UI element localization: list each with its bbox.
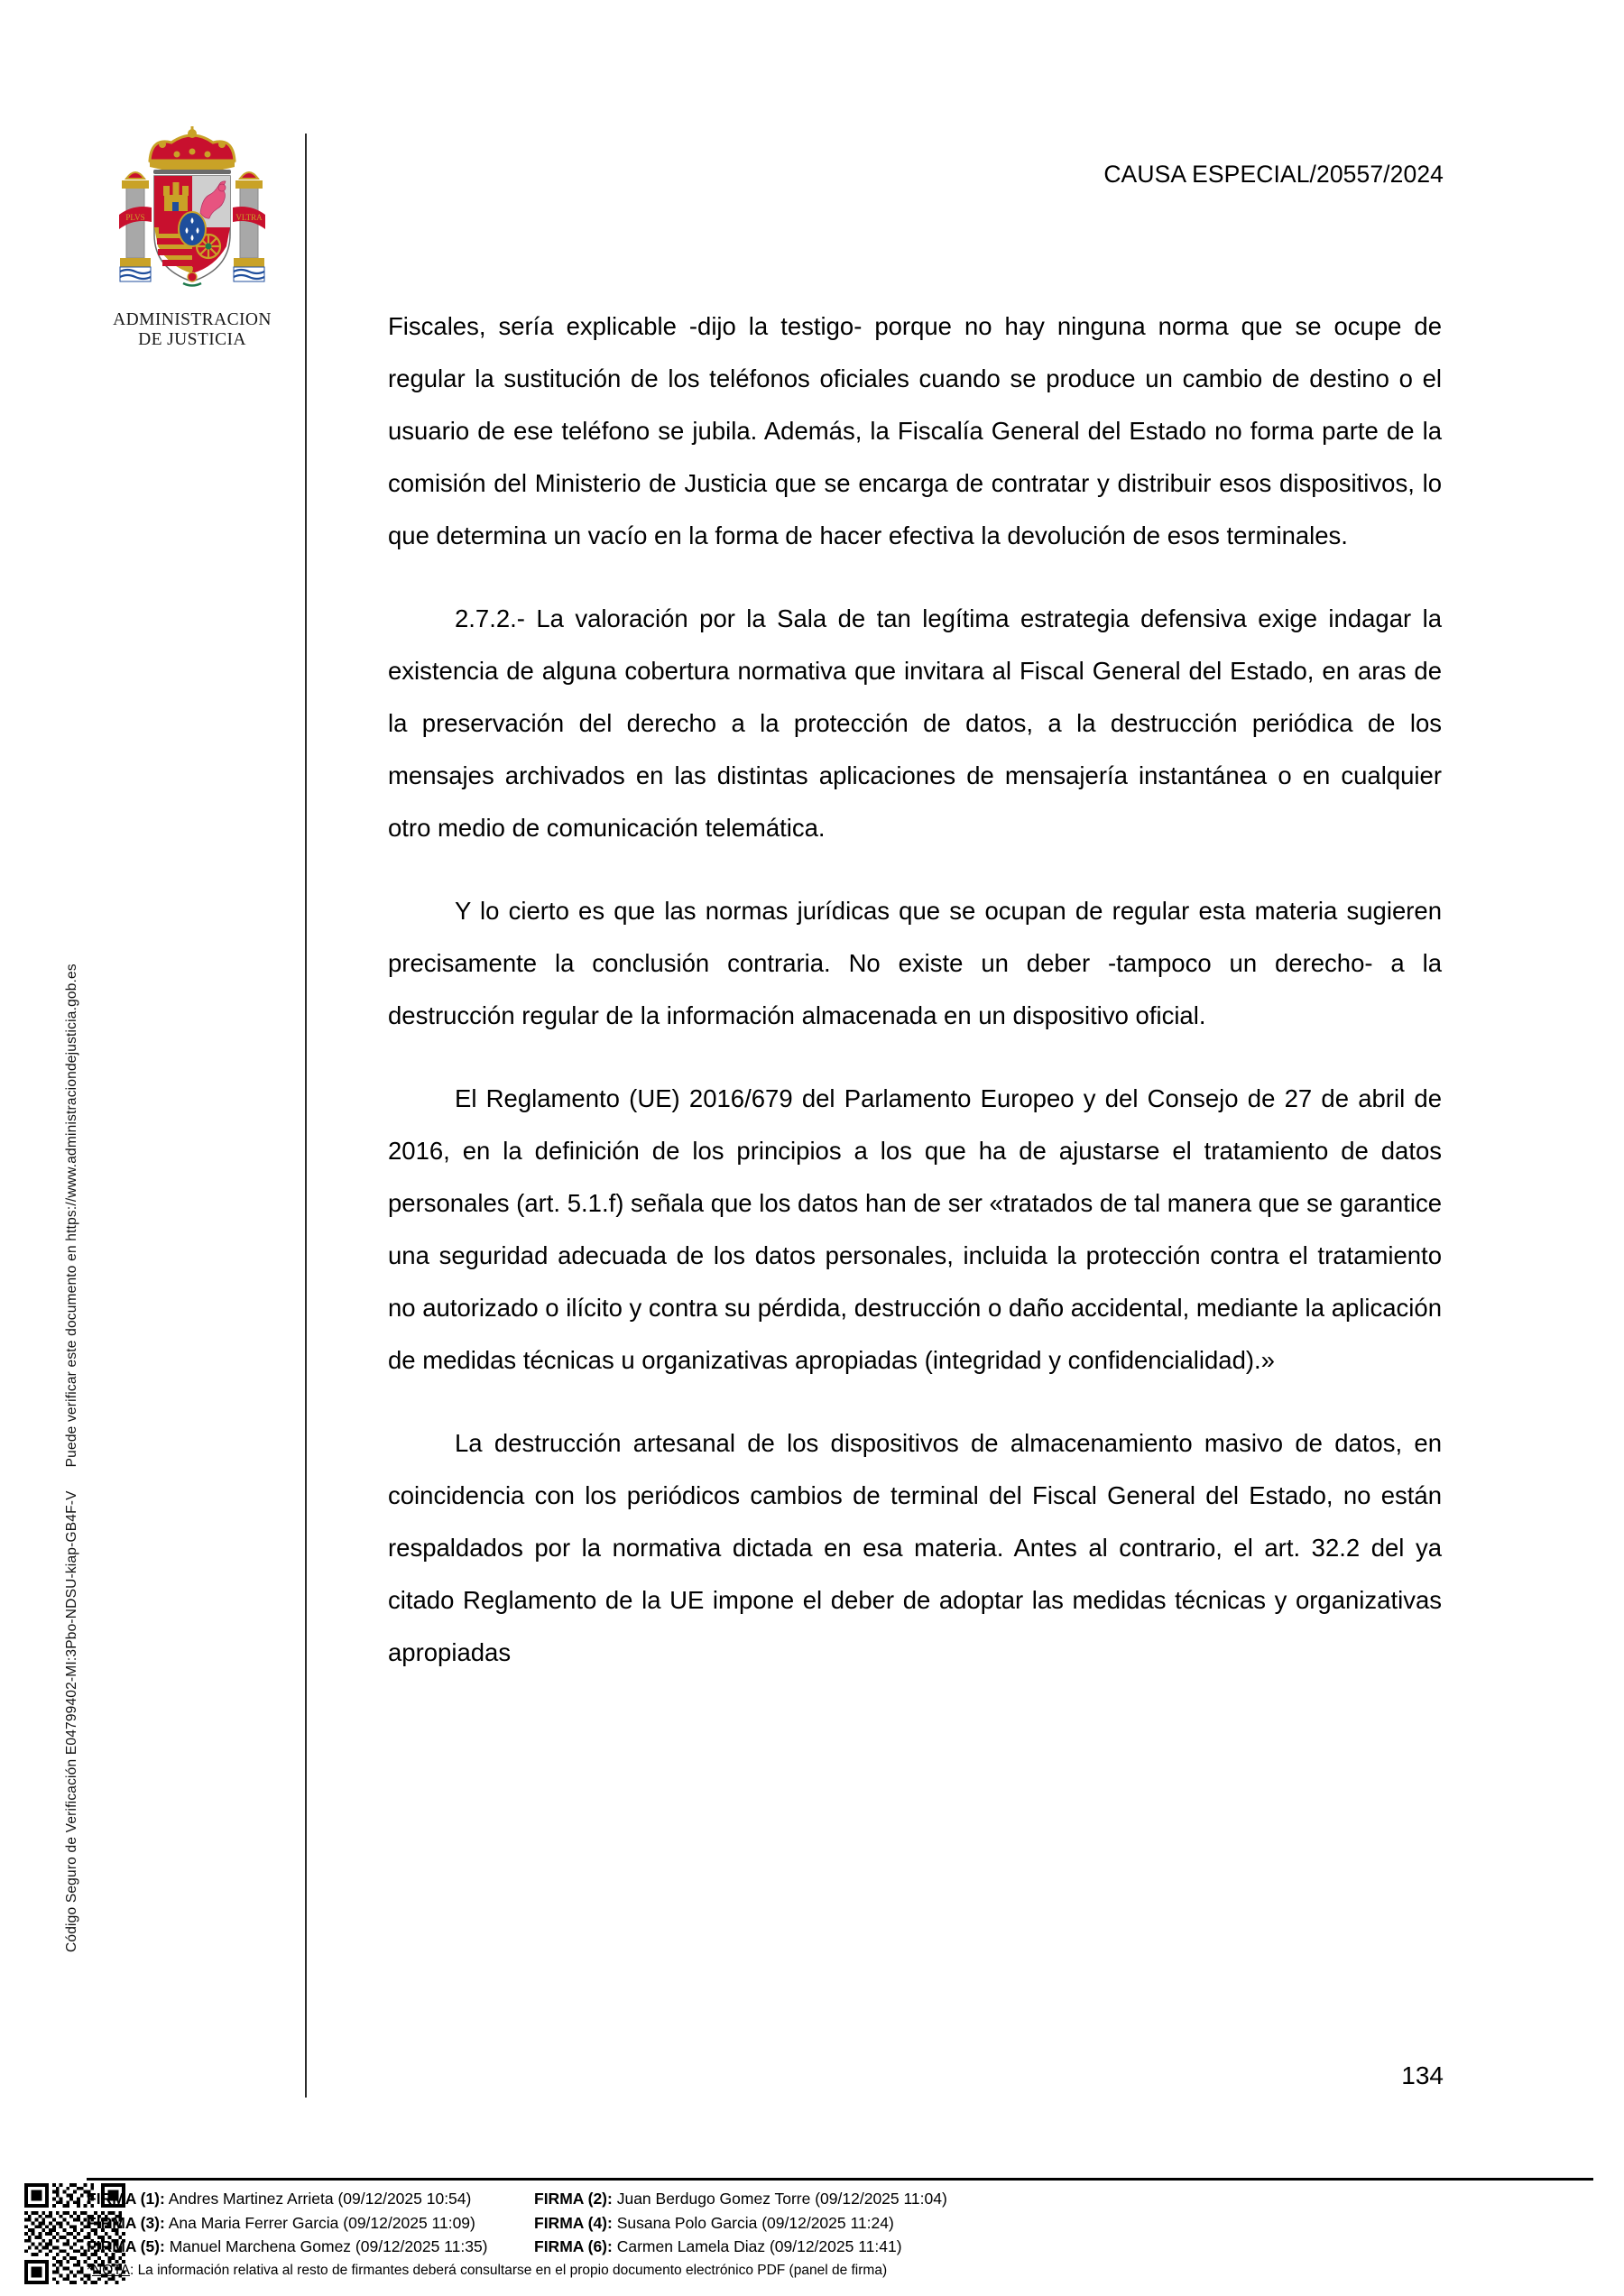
signature-row [87,2187,534,2211]
verification-sidebar-text [64,653,80,1952]
signature-label: FIRMA (3): [87,2213,165,2232]
coat-of-arms-block [97,126,287,350]
case-reference-header: CAUSA ESPECIAL/20557/2024 [1103,161,1444,188]
motto-left-text: PLVS [125,213,145,222]
document-footer [0,2178,1624,2296]
signature-row [534,2187,1593,2211]
paragraph-2: 2.7.2.- La valoración por la Sala de tan legítima estrategia defensiva exige indagar la existencia de alguna cobertura normativa que invitara al Fiscal General del Estado, en aras de la preservación del derecho a la protección de datos, a la destrucción periódica de los mensajes archivados en las distintas aplicaciones de mensajería instantánea o en cualquier otro medio de comunicación telemática. [388,604,1442,842]
footer-divider [87,2178,1593,2181]
verification-sidebar [0,0,79,2165]
paragraph-1: Fiscales, sería explicable -dijo la testigo- porque no hay ninguna norma que se ocupe de regular la sustitución de los teléfonos oficiales cuando se produce un cambio de destino o el usuario de ese teléfono se jubila. Además, la Fiscalía General del Estado no forma parte de la comisión del Ministerio de Justicia que se encarga de contratar y distribuir esos dispositivos, lo que determina un vacío en la forma de hacer efectiva la devolución de esos terminales. [388,312,1442,549]
signature-row [87,2211,534,2236]
signature-label: FIRMA (2): [534,2190,613,2208]
verification-code-label: Código Seguro de Verificación E04799402-MI:3Pbo-NDSU-kiap-GB4F-V [64,1490,79,1952]
emblem-caption [97,310,287,350]
paragraph-3: Y lo cierto es que las normas jurídicas que se ocupan de regular esta materia sugieren precisamente la conclusión contraria. No existe un deber -tampoco un derecho- a la destrucción regular de la información almacenada en un dispositivo oficial. [388,897,1442,1029]
page-number: 134 [1401,2061,1444,2089]
castle-charge [163,182,189,211]
pillar-left-part [120,172,151,281]
signature-label: FIRMA (1): [87,2190,165,2208]
signature-value: Carmen Lamela Diaz (09/12/2025 11:41) [612,2237,902,2255]
footer-note-star: * [87,2262,93,2278]
motto-right-text: VLTRA [235,213,263,222]
crown-part [149,126,235,174]
emblem-caption-line1: ADMINISTRACION [113,310,272,329]
signature-label: FIRMA (6): [534,2237,613,2255]
footer-note-text: : La información relativa al resto de firmantes deberá consultarse en el propio documento electrónico PDF (panel de firma) [129,2262,888,2278]
paragraph-5: La destrucción artesanal de los dispositivos de almacenamiento masivo de datos, en coincidencia con los periódicos cambios de terminal del Fiscal General del Estado, no están respaldados por la normativa dictada en esa materia. Antes al contrario, el art. 32.2 del ya citado Reglamento de la UE impone el deber de adoptar las medidas técnicas y organizativas apropiadas [388,1429,1442,1666]
emblem-caption-line2: DE JUSTICIA [138,329,246,349]
signature-row [534,2211,1593,2236]
signature-value: Ana Maria Ferrer Garcia (09/12/2025 11:09) [164,2213,475,2232]
signature-block [87,2187,1593,2281]
shield-part [154,176,230,286]
signature-value: Juan Berdugo Gomez Torre (09/12/2025 11:04) [612,2190,947,2208]
signature-row [534,2235,1593,2259]
signature-value: Andres Martinez Arrieta (09/12/2025 10:54) [164,2190,472,2208]
document-body [388,300,1442,1679]
footer-note [87,2261,1593,2281]
signature-value: Susana Polo Garcia (09/12/2025 11:24) [612,2213,894,2232]
spain-coat-of-arms-icon [106,126,278,307]
margin-divider [305,134,307,2098]
signature-grid [87,2187,1593,2259]
paragraph-4: El Reglamento (UE) 2016/679 del Parlamento Europeo y del Consejo de 27 de abril de 2016, en la definición de los principios a los que ha de ajustarse el tratamiento de datos personales (art. 5.1.f) señala que los datos han de ser «tratados de tal manera que se garantice una seguridad adecuada de los datos personales, incluida la protección contra el tratamiento no autorizado o ilícito y contra su pérdida, destrucción o daño accidental, mediante la aplicación de medidas técnicas u organizativas apropiadas (integridad y confidencialidad).» [388,1084,1442,1374]
signature-value: Manuel Marchena Gomez (09/12/2025 11:35) [164,2237,488,2255]
signature-label: FIRMA (4): [534,2213,613,2232]
signature-row [87,2235,534,2259]
footer-note-label: NOTA [92,2262,130,2278]
signature-label: FIRMA (5): [87,2237,165,2255]
verification-url-label: Puede verificar este documento en https://www.administraciondejusticia.gob.es [64,964,79,1468]
pillar-right-part [234,172,264,281]
